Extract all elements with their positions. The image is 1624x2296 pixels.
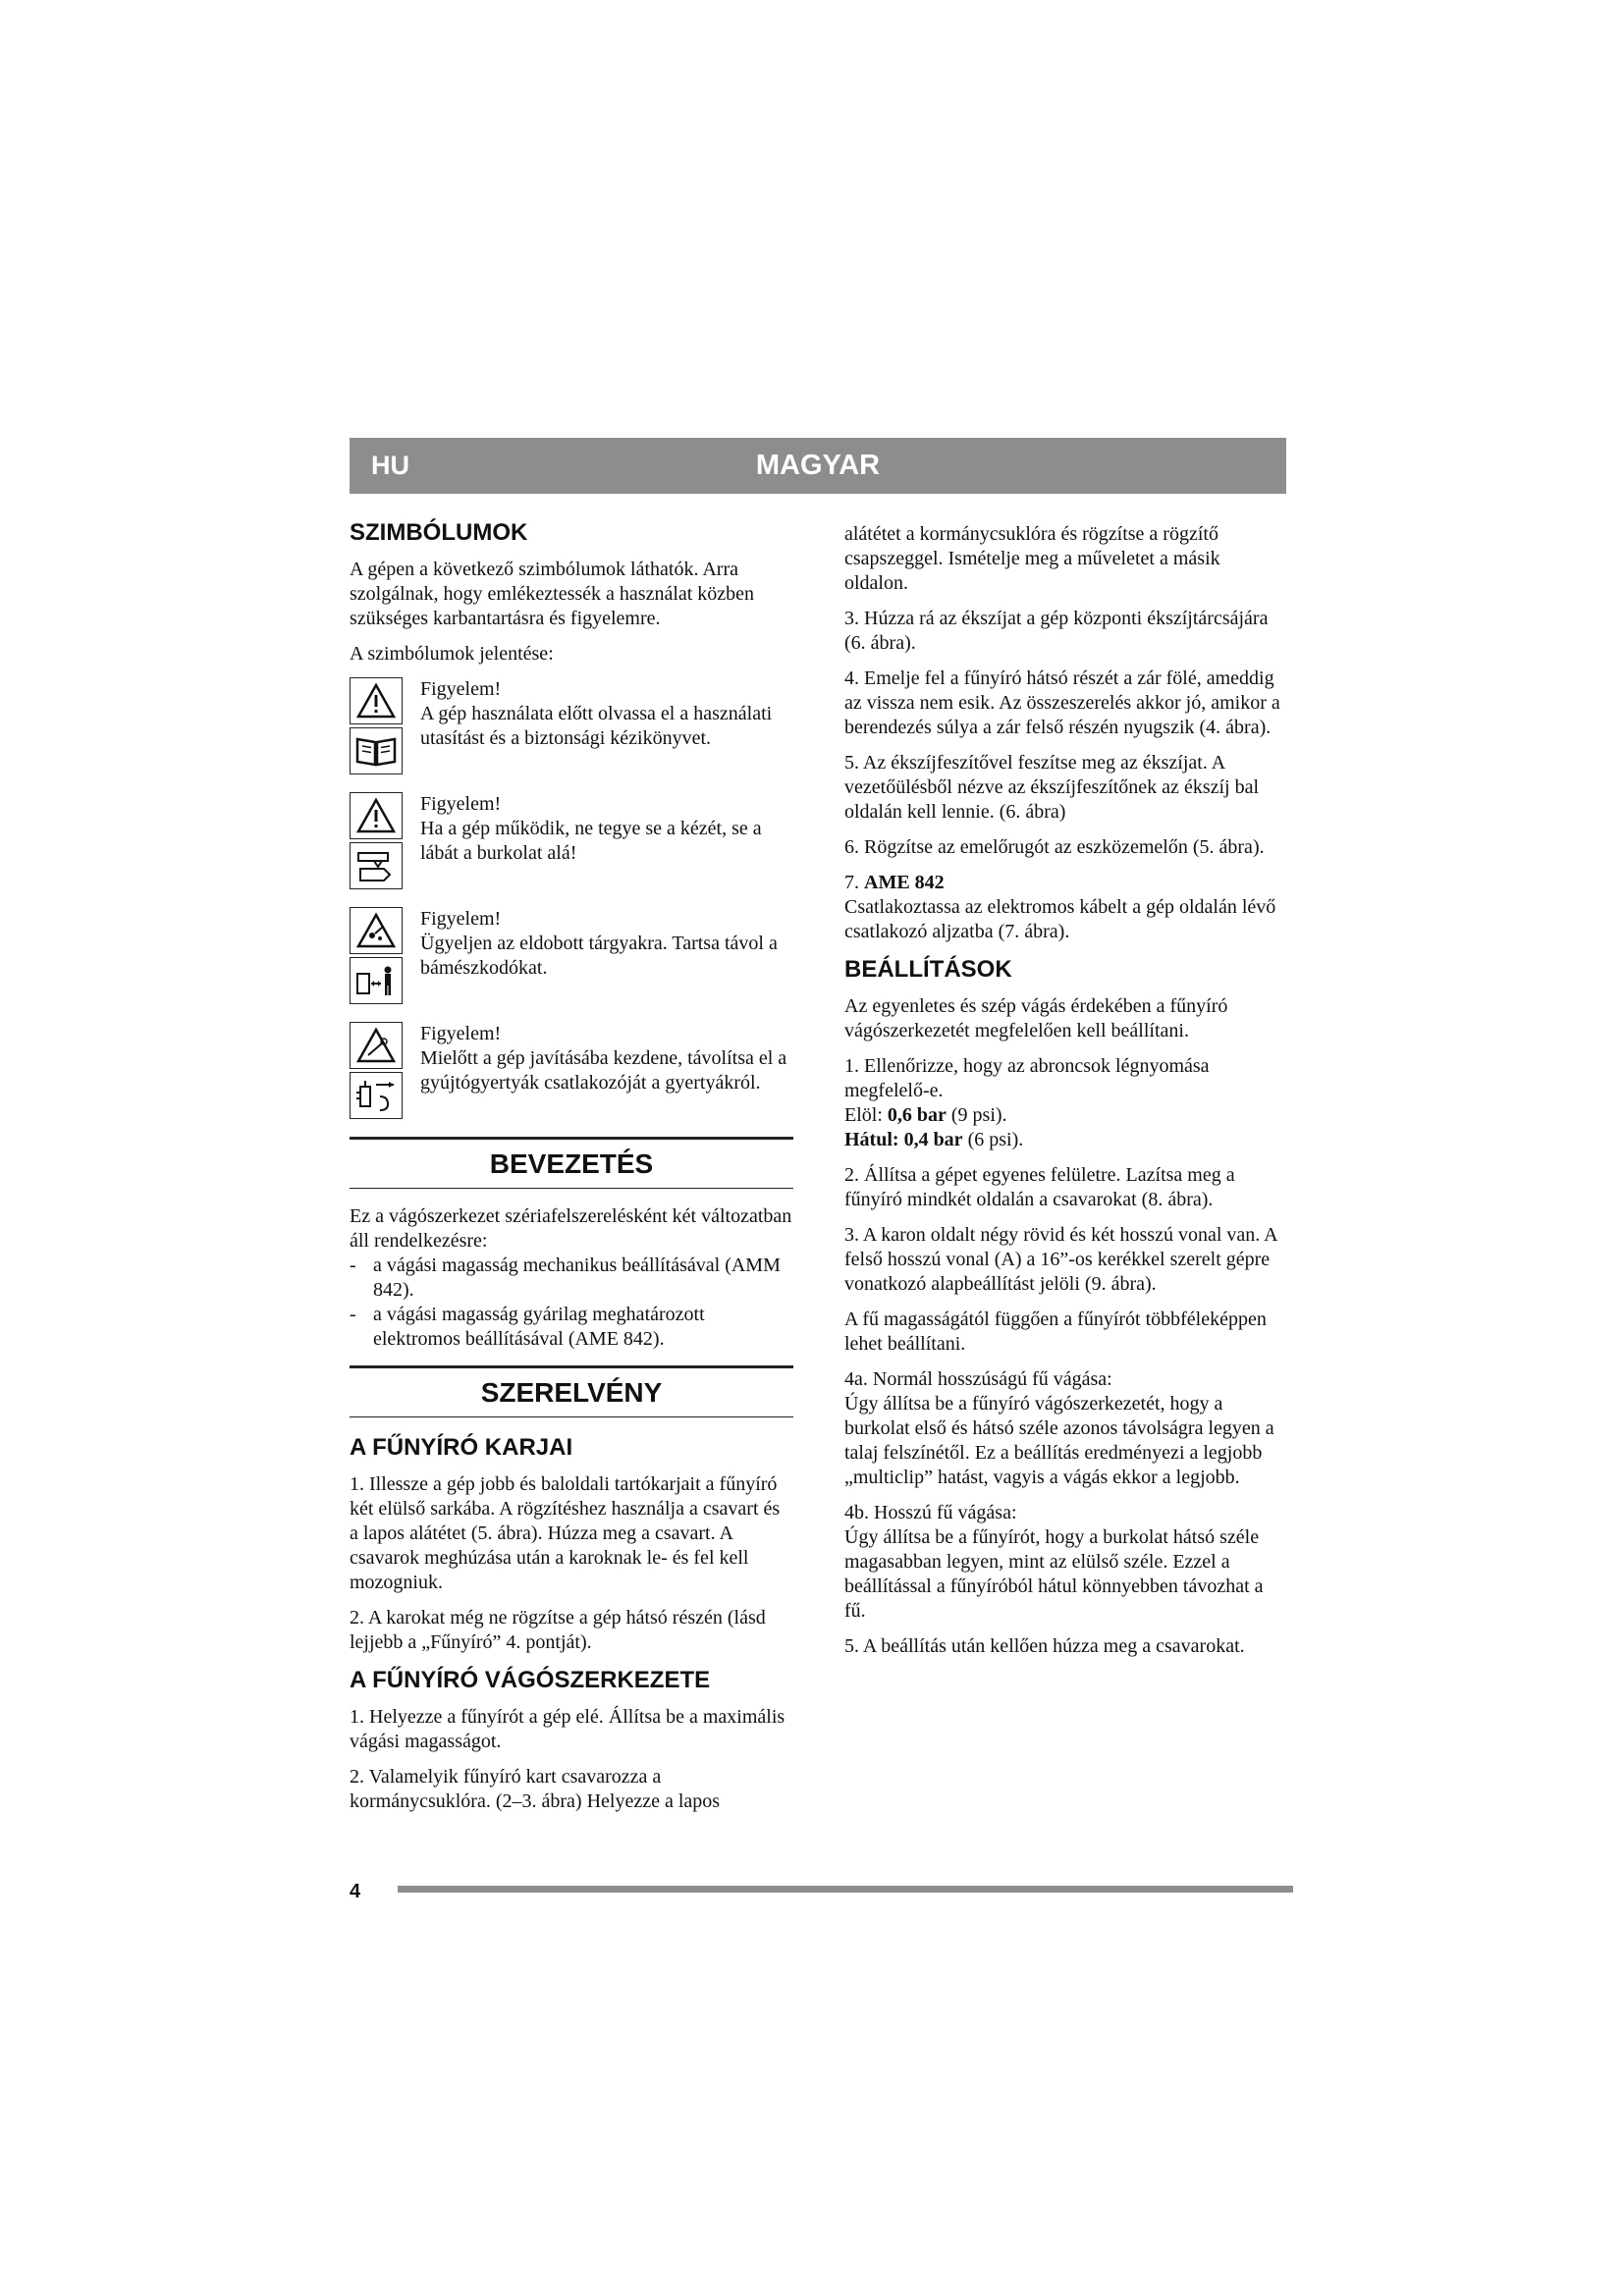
symbol-lead: Figyelem!	[420, 678, 502, 700]
symbol-text: A gép használata előtt olvassa el a használati utasítást és a biztonsági kézikönyvet.	[420, 703, 773, 749]
list-item: - a vágási magasság mechanikus beállításával (AMM 842).	[350, 1254, 793, 1303]
step-heading: 4b. Hosszú fű vágása:	[844, 1502, 1017, 1523]
cutting-deck-step-4: 4. Emelje fel a fűnyíró hátsó részét a zár fölé, ameddig az vissza nem esik. Az összeszerelés akkor jó, amikor a berendezés súlya a zár felső részén nyugszik (4. ábra).	[844, 667, 1280, 738]
model-label: AME 842	[864, 872, 945, 893]
cutting-deck-step-1: 1. Helyezze a fűnyírót a gép elé. Állítsa be a maximális vágási magasságot.	[350, 1706, 785, 1752]
right-column	[844, 522, 1286, 1670]
cutting-deck-step-2-continued: alátétet a kormánycsuklóra és rögzítse a rögzítő csapszeggel. Ismételje meg a műveletet a másik oldalon.	[844, 523, 1220, 594]
settings-heading: BEÁLLÍTÁSOK	[844, 956, 1012, 983]
grass-height-note: A fű magasságától függően a fűnyírót többféleképpen lehet beállítani.	[844, 1308, 1267, 1355]
settings-step-3: 3. A karon oldalt négy rövid és két hosszú vonal van. A felső hosszú vonal (A) a 16”-os kerékkel szerelt gépre vonatkozó alapbeállítást jelöli (9. ábra).	[844, 1224, 1277, 1295]
intro-text: Ez a vágószerkezet szériafelszerelésként két változatban áll rendelkezésre:	[350, 1205, 792, 1252]
step-number: 7.	[844, 872, 859, 893]
symbol-text: Ha a gép működik, ne tegye se a kézét, se a lábát a burkolat alá!	[420, 818, 762, 864]
symbol-entry-hands-feet	[350, 792, 793, 889]
step-text: Úgy állítsa be a fűnyírót, hogy a burkolat hátsó széle magasabban legyen, mint az elülső széle. Ezzel a beállítással a fűnyíróból hátul könnyebben távozhat a fű.	[844, 1526, 1264, 1622]
symbol-entry-spark-plug	[350, 1022, 793, 1119]
intro-heading: BEVEZETÉS	[350, 1137, 793, 1189]
warning-icon	[350, 677, 403, 724]
warning-icon	[350, 792, 403, 839]
front-pressure-value: 0,6 bar	[887, 1104, 947, 1126]
hand-blade-icon	[350, 842, 403, 889]
step-text: Csatlakoztassa az elektromos kábelt a gép oldalán lévő csatlakozó aljzatba (7. ábra).	[844, 896, 1276, 942]
list-item: - a vágási magasság gyárilag meghatározott elektromos beállításával (AME 842).	[350, 1303, 793, 1352]
symbol-lead: Figyelem!	[420, 1023, 502, 1044]
symbol-text: Mielőtt a gép javításába kezdene, távolítsa el a gyújtógyertyák csatlakozóját a gyertyákról.	[420, 1047, 787, 1094]
settings-step-4a	[844, 1367, 1286, 1490]
assembly-heading: SZERELVÉNY	[350, 1365, 793, 1417]
language-code: HU	[371, 451, 409, 480]
symbol-lead: Figyelem!	[420, 908, 502, 930]
mower-arms-heading: A FŰNYÍRÓ KARJAI	[350, 1434, 573, 1461]
cutting-deck-step-6: 6. Rögzítse az emelőrugót az eszközemelőn (5. ábra).	[844, 836, 1265, 858]
intro-list	[350, 1254, 793, 1352]
symbol-lead: Figyelem!	[420, 793, 502, 815]
step-text: Úgy állítsa be a fűnyíró vágószerkezetét, hogy a burkolat első és hátsó széle azonos távolságra legyen a talaj felszínétől. Ez a beállítás eredményezi a legjobb „multiclip” hatást, vagyis a vágás ekkor a legjobb.	[844, 1393, 1274, 1488]
cutting-deck-step-5: 5. Az ékszíjfeszítővel feszítse meg az ékszíjat. A vezetőülésből nézve az ékszíjfeszítőnek az ékszíj bal oldalán kell lennie. (6. ábra)	[844, 752, 1260, 823]
mower-arms-step-2: 2. A karokat még ne rögzítse a gép hátsó részén (lásd lejjebb a „Fűnyíró” 4. pontját).	[350, 1607, 766, 1653]
front-pressure-label: Elöl:	[844, 1104, 883, 1126]
rear-pressure-label: Hátul:	[844, 1129, 899, 1150]
front-pressure-psi: (9 psi).	[950, 1104, 1007, 1126]
cutting-deck-step-7	[844, 871, 1286, 944]
settings-intro: Az egyenletes és szép vágás érdekében a fűnyíró vágószerkezetét megfelelően kell beállítani.	[844, 995, 1228, 1041]
spark-plug-icon	[350, 1072, 403, 1119]
symbol-entry-thrown-objects	[350, 907, 793, 1004]
symbols-heading: SZIMBÓLUMOK	[350, 519, 528, 546]
page-number: 4	[350, 1881, 361, 1902]
settings-step-1	[844, 1054, 1286, 1152]
symbols-intro: A gépen a következő szimbólumok láthatók. Arra szolgálnak, hogy emlékeztessék a használat közben szükséges karbantartásra és figyelemre.	[350, 559, 755, 629]
symbol-entry-read-manual	[350, 677, 793, 774]
settings-step-2: 2. Állítsa a gépet egyenes felületre. Lazítsa meg a fűnyíró mindkét oldalán a csavarokat (8. ábra).	[844, 1164, 1235, 1210]
left-column	[350, 512, 793, 1825]
footer-rule	[398, 1886, 1293, 1893]
settings-step-5: 5. A beállítás után kellően húzza meg a csavarokat.	[844, 1635, 1245, 1657]
symbols-meaning: A szimbólumok jelentése:	[350, 643, 554, 665]
language-banner	[350, 438, 1286, 494]
rear-pressure-value: 0,4 bar	[903, 1129, 963, 1150]
mower-arms-step-1: 1. Illessze a gép jobb és baloldali tartókarjait a fűnyíró két elülső sarkába. A rögzítéshez használja a csavart és a lapos alátétet (5. ábra). Húzza meg a csavart. A csavarok meghúzása után a karoknak le- és fel kell mozogniuk.	[350, 1473, 781, 1593]
settings-step-4b	[844, 1501, 1286, 1624]
cutting-deck-heading: A FŰNYÍRÓ VÁGÓSZERKEZETE	[350, 1667, 711, 1693]
symbol-text: Ügyeljen az eldobott tárgyakra. Tartsa távol a bámészkodókat.	[420, 933, 778, 979]
rear-pressure-psi: (6 psi).	[967, 1129, 1024, 1150]
repair-warning-icon	[350, 1022, 403, 1069]
cutting-deck-step-3: 3. Húzza rá az ékszíjat a gép központi ékszíjtárcsájára (6. ábra).	[844, 608, 1269, 654]
language-title: MAGYAR	[755, 450, 881, 481]
thrown-objects-icon	[350, 907, 403, 954]
tyre-pressure-text: 1. Ellenőrizze, hogy az abroncsok légnyomása megfelelő-e.	[844, 1055, 1210, 1101]
step-heading: 4a. Normál hosszúságú fű vágása:	[844, 1368, 1112, 1390]
manual-book-icon	[350, 727, 403, 774]
cutting-deck-step-2: 2. Valamelyik fűnyíró kart csavarozza a kormánycsuklóra. (2–3. ábra) Helyezze a lapos	[350, 1766, 721, 1812]
keep-distance-icon	[350, 957, 403, 1004]
